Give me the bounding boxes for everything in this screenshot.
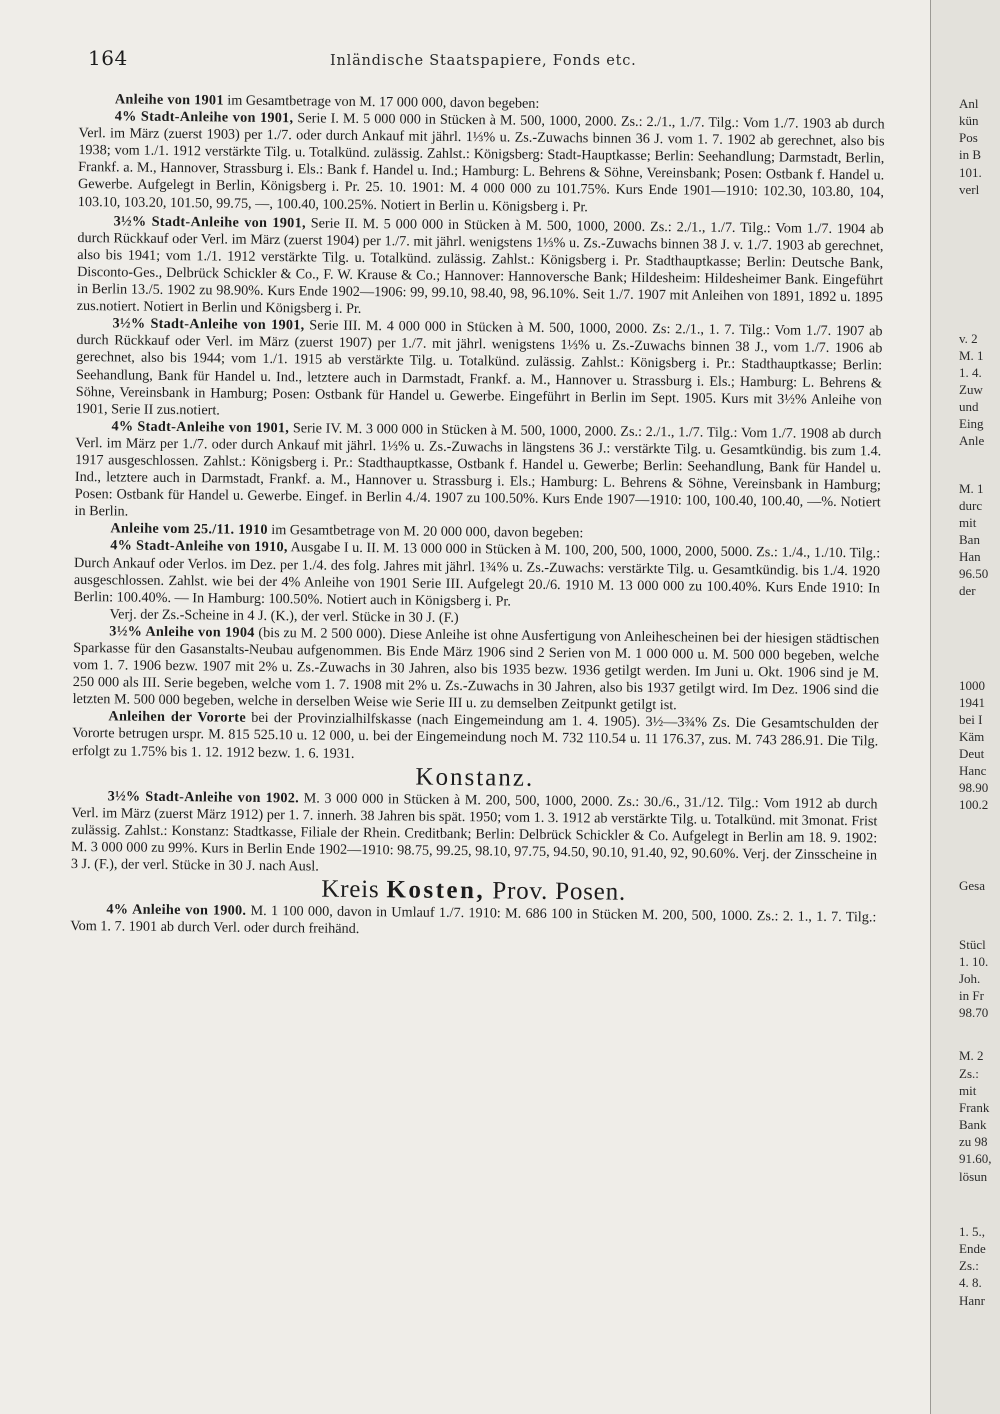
page-number: 164: [88, 46, 128, 70]
adjacent-page-fragment: Anl: [959, 96, 979, 111]
paragraph-text: M. 3 000 000 in Stücken à M. 200, 500, 1000, 2000. Zs.: 30./6., 31./12. Tilg.: Vom 1912 ab durch Verl. im März (zuerst März 1912) per 1. 7. innerh. 38 Jahren bis spät. 1950; vom 1. 3. 1912 ab verstärkte Tilg. u. Totalkünd. mit 3monat. Frist zulässig. Zahlst.: Konstanz: Stadtkasse, Filiale der Rhein. Creditbank; Berlin: Delbrück Schickler & Co. Aufgelegt in Berlin am 18. 9. 1902: M. 3 000 000 zu 99%. Kurs in Berlin Ende 1902—1910: 98.75, 99.25, 98.10, 97.75, 94.50, 90.10, 91.40, 92, 90.60%. Verj. der Zinsscheine in 3 J. (F.), der verl. Stücke in 30 J. nach Ausl.: [70, 789, 878, 875]
section-title-konstanz: Konstanz.: [415, 763, 535, 792]
adjacent-page-fragment: Käm: [959, 729, 985, 744]
adjacent-page-fragment: Joh.: [959, 971, 981, 986]
paragraph-text: Verj. der Zs.-Scheine in 4 J. (K.), der verl. Stücke in 30 J. (F.): [109, 606, 459, 626]
bond-title: 3½% Stadt-Anleihe von 1901,: [112, 315, 305, 334]
adjacent-page-fragment: 98.70: [959, 1005, 989, 1020]
adjacent-page-fragment: 1. 4.: [959, 365, 982, 380]
adjacent-page-fragment: durc: [959, 498, 983, 513]
adjacent-page-fragment: Anle: [959, 433, 985, 448]
adjacent-page-fragment: mit: [959, 1083, 977, 1098]
adjacent-page-fragment: 4. 8.: [959, 1275, 982, 1290]
bond-title: 4% Stadt-Anleihe von 1901,: [111, 418, 290, 437]
adjacent-page-fragment: 1941: [959, 695, 985, 710]
title-prefix: Kreis: [321, 875, 380, 904]
paragraph: [78, 108, 885, 219]
adjacent-page-fragment: M. 1: [959, 348, 984, 363]
adjacent-page-fragment: der: [959, 583, 976, 598]
adjacent-page-fragment: Deut: [959, 746, 985, 761]
adjacent-page-edge: [931, 0, 1000, 1414]
adjacent-page-fragment: M. 1: [959, 481, 984, 496]
adjacent-page-fragment: in Fr: [959, 988, 984, 1003]
paragraph: [77, 213, 884, 324]
adjacent-page-fragment: und: [959, 399, 979, 414]
adjacent-page-fragment: Ende: [959, 1241, 986, 1256]
title-name: Kosten,: [386, 876, 486, 905]
running-head: Inländische Staatspapiere, Fonds etc.: [330, 53, 637, 69]
paragraph: [73, 623, 880, 717]
paragraph-text: im Gesamtbetrage von M. 20 000 000, davon begeben:: [267, 522, 584, 542]
bond-title: 4% Stadt-Anleihe von 1901,: [114, 108, 294, 127]
adjacent-page-fragment: Zuw: [959, 382, 983, 397]
paragraph: [76, 315, 883, 426]
bond-title: 4% Anleihe von 1900.: [106, 901, 247, 919]
paragraph-text: Serie III. M. 4 000 000 in Stücken à M. 500, 1000, 2000. Zs: 2./1., 1. 7. Tilg.: Vom 1./7. 1907 ab durch Rückkauf oder Verl. im März (zuerst 1907) per 1./7. mit jährl. wenigstens 1⅓% u. Zs.-Zuwachs binnen 38 J., vom 1./7. 1906 ab gerechnet, also bis 1944; vom 1./1. 1915 ab verstärkte Tilg. u. Totalkünd. zulässig. Zahlst.: Königsberg i. Pr.: Stadthauptkasse; Berlin: Seehandlung, Bank für Handel u. Ind., letztere auch in Darmstadt, Frankf. a. M., Hannover u. Strassburg i. Els.; Hamburg: L. Behrens & Söhne, Vereinsbank in Hamburg; Posen: Ostbank für Handel u. Gewerbe. Eingeführt in Berlin im Sept. 1905. Kurs mit 3½% Anleihe von 1901, Serie II zus.notiert.: [75, 317, 883, 419]
adjacent-page-fragment: mit: [959, 515, 977, 530]
adjacent-page-fragment: Han: [959, 549, 981, 564]
bond-title: 3½% Stadt-Anleihe von 1901,: [113, 213, 306, 232]
adjacent-page-fragment: verl: [959, 182, 980, 197]
adjacent-page-fragment: Zs.:: [959, 1066, 979, 1081]
paragraph: [70, 901, 876, 944]
adjacent-page-fragment: 1. 10.: [959, 954, 989, 969]
adjacent-page-fragment: 100.2: [959, 797, 989, 812]
paragraph-text: Serie I. M. 5 000 000 in Stücken à M. 500, 1000, 2000. Zs.: 2./1., 1./7. Tilg.: Vom 1./7. 1903 ab durch Verl. im März (zuerst 1903) per 1./7. oder durch Ankauf mit jährl. 1⅓% u. Zs.-Zuwachs binnen 36 J. vom 1. 7. 1902 ab gerechnet, also bis 1938; vom 1./1. 1912 verstärkte Tilg. u. Totalkünd. zulässig. Zahlst.: Königsberg: Stadt-Hauptkasse; Berlin: Seehandlung; Darmstadt, Berlin, Frankf. a. M., Hannover, Strassburg i. Els.: Bank f. Handel u. Ind.; Hamburg: L. Behrens & Söhne, Vereinsbank; Posen: Ostbank f. Handel u. Gewerbe. Aufgelegt in Berlin, Königsberg i. Pr. 25. 10. 1901: M. 4 000 000 zu 101.75%. Kurs Ende 1901—1910: 102.30, 103.80, 104, 103.10, 103.20, 101.50, 99.75, —, 100.40, 100.25%. Notiert in Berlin u. Königsberg i. Pr.: [77, 110, 885, 215]
adjacent-page-fragment: in B: [959, 147, 982, 162]
adjacent-page-fragment: Eing: [959, 416, 984, 431]
paragraph-text: bei der Provinzialhilfskasse (nach Eingemeindung am 1. 4. 1905). 3½—3¾% Zs. Die Gesamtschulden der Vororte betrugen urspr. M. 815 525.10 u. 12 000, u. bei der Eingemeindung noch M. 732 110.54 u. 11 176.37, zus. M. 743 286.91. Die Tilg. erfolgt zu 1.75% bis 1. 12. 1912 bezw. 1. 6. 1931.: [72, 710, 879, 762]
adjacent-page-fragment: 101.: [959, 165, 982, 180]
adjacent-page-fragment: Zs.:: [959, 1258, 979, 1273]
adjacent-page-fragment: Pos: [959, 130, 978, 145]
adjacent-page-fragment: Stücl: [959, 937, 986, 952]
adjacent-page-fragment: 98.90: [959, 780, 989, 795]
adjacent-page-fragment: 96.50: [959, 566, 989, 581]
bond-title: 3½% Stadt-Anleihe von 1902.: [107, 787, 300, 806]
adjacent-page-fragment: kün: [959, 113, 979, 128]
adjacent-page-fragment: 1000: [959, 678, 985, 693]
title-suffix: Prov. Posen.: [492, 877, 627, 906]
paragraph-text: M. 1 100 000, davon in Umlauf 1./7. 1910: M. 686 100 in Stücken M. 200, 500, 1000. Zs.: 2. 1., 1. 7. Tilg.: Vom 1. 7. 1901 ab durch Verl. oder durch freihänd.: [70, 902, 877, 938]
bond-title: 4% Stadt-Anleihe von 1910,: [110, 537, 288, 556]
adjacent-page-fragment: 1. 5.,: [959, 1224, 985, 1239]
bond-title: Anleihe vom 25./11. 1910: [110, 520, 268, 539]
bond-title: 3½% Anleihe von 1904: [109, 623, 255, 641]
bond-title: Anleihe von 1901: [114, 91, 224, 109]
paragraph: [74, 537, 881, 614]
adjacent-page-fragment: lösun: [959, 1169, 988, 1184]
adjacent-page-fragment: M. 2: [959, 1048, 984, 1063]
paragraph: [71, 788, 878, 882]
adjacent-page-fragment: zu 98: [959, 1134, 988, 1149]
adjacent-page-fragment: v. 2: [959, 331, 978, 346]
paragraph: [72, 708, 878, 768]
adjacent-page-fragment: Ban: [959, 532, 980, 547]
paragraph-text: (bis zu M. 2 500 000). Diese Anleihe ist ohne Ausfertigung von Anleihescheinen bei der hiesigen städtischen Sparkasse für den Gasanstalts-Neubau aufgenommen. Bis Ende März 1906 sind 2 Serien von M. 1 000 000 u. M. 500 000 begeben, welche vom 1. 7. 1906 bezw. 1907 mit 2% u. Zs.-Zuwachs in 30 Jahren, also bis 1935 bezw. 1936 getilgt werden. Im Juni u. Okt. 1906 sind je M. 250 000 als III. Serie begeben, welche vom 1. 7. 1908 mit 2% u. Zs.-Zuwachs in 30 Jahren, also bis 1937 getilgt wird. Im Dez. 1906 sind die letzten M. 500 000 begeben, welche in derselben Weise wie Serie III u. zu demselben Zeitpunkt getilgt ist.: [72, 624, 880, 714]
body-text: [70, 91, 885, 944]
paragraph: [75, 418, 882, 529]
adjacent-page-fragment: Hanc: [959, 763, 987, 778]
adjacent-page-fragment: bei I: [959, 712, 983, 727]
paragraph-text: Ausgabe I u. II. M. 13 000 000 in Stücken à M. 100, 200, 500, 1000, 2000, 5000. Zs.: 1./4., 1./10. Tilg.: Durch Ankauf oder Verlos. im Dez. per 1./4. des folg. Jahres mit jährl. 1¾% u. Zs.-Zuwachs: verstärkte Tilg. u. Gesamtkündig. bis 1./4. 1920 ausgeschlossen. Zahlst. wie bei der 4% Anleihe von 1901 Serie III. Aufgelegt 20./6. 1910 M. 13 000 000 zu 100.40%. Kurs Ende 1910: In Berlin: 100.40%. — In Hamburg: 100.50%. Notiert auch in Königsberg i. Pr.: [73, 539, 881, 610]
adjacent-page-fragment: Bank: [959, 1117, 987, 1132]
adjacent-page-fragment: 91.60,: [959, 1151, 992, 1166]
adjacent-page-fragment: Hanr: [959, 1293, 985, 1308]
paragraph-text: Serie IV. M. 3 000 000 in Stücken à M. 500, 1000, 2000. Zs.: 2./1., 1./7. Tilg.: Vom 1./7. 1908 ab durch Verl. im März per 1./7. oder durch Ankauf mit jährl. 1⅓% u. Zs.-Zuwachs in längstens 36 J.: verstärkte Tilg. u. Gesamtkündig. bis zum 1.4. 1917 ausgeschlossen. Zahlst.: Königsberg i. Pr.: Stadthauptkasse, Ostbank f. Handel u. Gewerbe; Berlin: Seehandlung, Bank für Handel u. Ind., letztere auch in Darmstadt, Frankf. a. M., Hannover u. Strassburg i. Els.; Hamburg: L. Behrens & Söhne, Vereinsbank in Hamburg; Posen: Ostbank für Handel u. Gewerbe. Eingef. in Berlin 4./4. 1907 zu 100.50%. Kurs Ende 1907—1910: 100, 100.40, 100.40, —%. Notiert in Berlin.: [74, 420, 882, 520]
paragraph-text: im Gesamtbetrage von M. 17 000 000, davon begeben:: [223, 92, 540, 112]
adjacent-page-fragment: Gesa: [959, 878, 985, 893]
paragraph-text: Serie II. M. 5 000 000 in Stücken à M. 500, 1000, 2000. Zs.: 2./1., 1./7. Tilg.: Vom 1./7. 1904 ab durch Rückkauf oder Verl. im März (zuerst 1904) per 1./7. mit jährl. wenigstens 1⅓% u. Zs.-Zuwachs binnen 38 J. v. 1./7. 1903 ab gerechnet, also bis 1941; vom 1./1. 1912 verstärkte Tilg. u. Totalkünd. zulässig. Zahlst.: Königsberg i. Pr. Stadthauptkasse; Berlin: Deutsche Bank, Disconto-Ges., Delbrück Schickler & Co., F. W. Krause & Co.; Hannover: Hannoversche Bank; Hildesheim: Hildesheimer Bank. Eingeführt in Berlin 13./5. 1902 zu 98.90%. Kurs Ende 1902—1906: 99, 99.10, 98.40, 98, 96.10%. Seit 1./7. 1907 mit Anleihen von 1891, 1892 u. 1895 zus.notiert. Notiert in Berlin und Königsberg i. Pr.: [76, 215, 884, 318]
bond-title: Anleihen der Vororte: [108, 708, 247, 727]
adjacent-page-fragment: Frank: [959, 1100, 990, 1115]
